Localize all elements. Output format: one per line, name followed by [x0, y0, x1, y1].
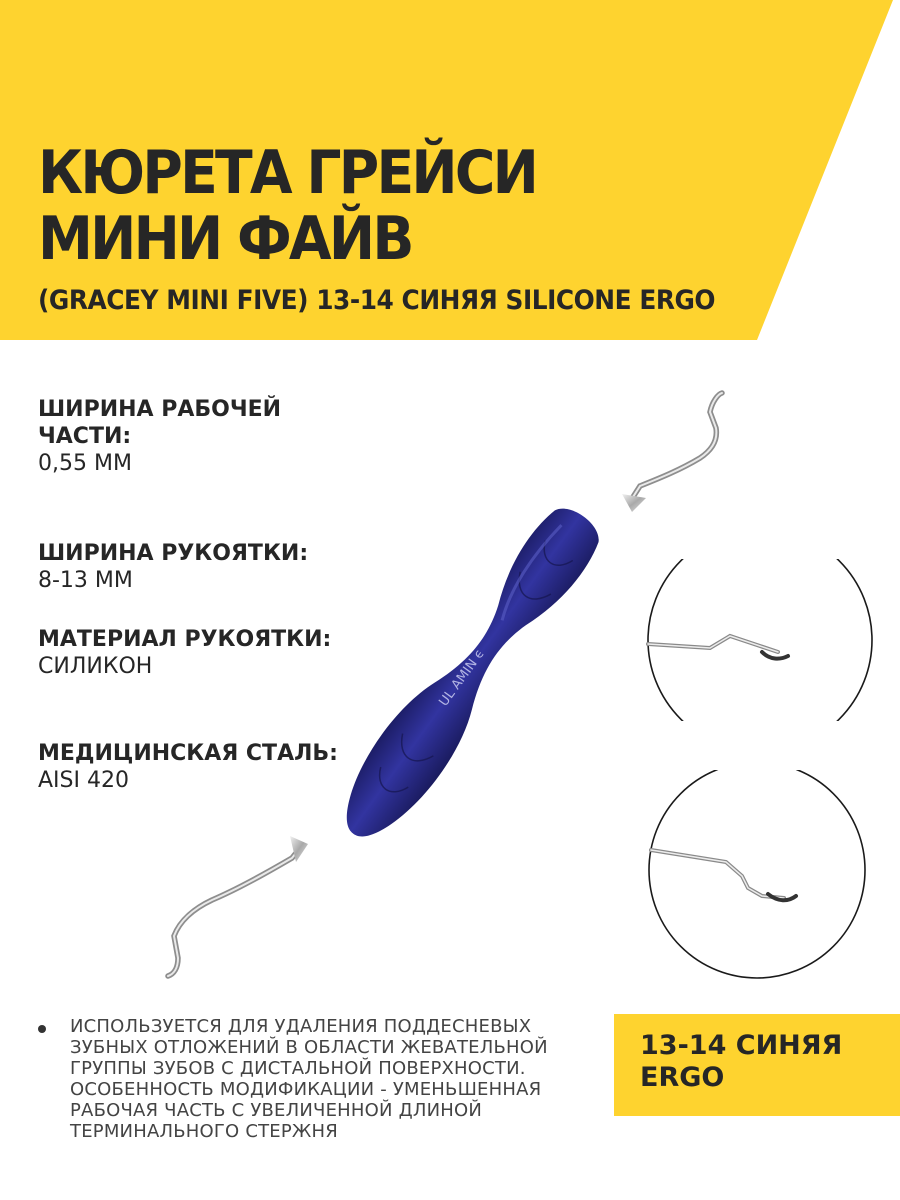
bullet-icon: [38, 1025, 46, 1033]
spec-label: МАТЕРИАЛ РУКОЯТКИ:: [38, 627, 332, 652]
description-text: ИСПОЛЬЗУЕТСЯ ДЛЯ УДАЛЕНИЯ ПОДДЕСНЕВЫХ ЗУБНЫХ ОТЛОЖЕНИЙ В ОБЛАСТИ ЖЕВАТЕЛЬНОЙ ГРУППЫ ЗУБОВ С ДИСТАЛЬНОЙ ПОВЕРХНОСТИ. ОСОБЕННОСТЬ МОДИФИКАЦИИ - УМЕНЬШЕННАЯ РАБОЧАЯ ЧАСТЬ С УВЕЛИЧЕННОЙ ДЛИНОЙ ТЕРМИНАЛЬНОГО СТЕРЖНЯ: [70, 1016, 548, 1142]
variant-badge: [614, 1014, 900, 1116]
instrument-top-tip: [633, 393, 722, 497]
instrument-handle: [325, 496, 612, 855]
product-title-line-1: КЮРЕТА ГРЕЙСИ: [38, 138, 537, 208]
product-title-line-2: МИНИ ФАЙВ: [38, 204, 412, 274]
badge-line-1: 13-14 СИНЯЯ: [640, 1030, 843, 1061]
instrument-bottom-tip: [168, 848, 300, 976]
spec-value: 0,55 ММ: [38, 451, 132, 476]
spec-label: ШИРИНА РАБОЧЕЙ ЧАСТИ:: [38, 397, 282, 449]
product-description: [38, 1016, 598, 1142]
tip-zoom-circle-top: [646, 559, 900, 721]
handle-imprint: UL AMIN ϵ: [436, 646, 488, 710]
spec-value: AISI 420: [38, 768, 129, 793]
spec-value: 8-13 ММ: [38, 568, 133, 593]
product-subtitle: (GRACEY MINI FIVE) 13-14 СИНЯЯ SILICONE ERGO: [38, 285, 716, 316]
spec-label: ШИРИНА РУКОЯТКИ:: [38, 541, 309, 566]
spec-label: МЕДИЦИНСКАЯ СТАЛЬ:: [38, 741, 338, 766]
tip-zoom-circle-bottom: [646, 770, 900, 982]
badge-line-2: ERGO: [640, 1062, 725, 1093]
header-title-block: [38, 140, 858, 318]
spec-value: СИЛИКОН: [38, 654, 153, 679]
